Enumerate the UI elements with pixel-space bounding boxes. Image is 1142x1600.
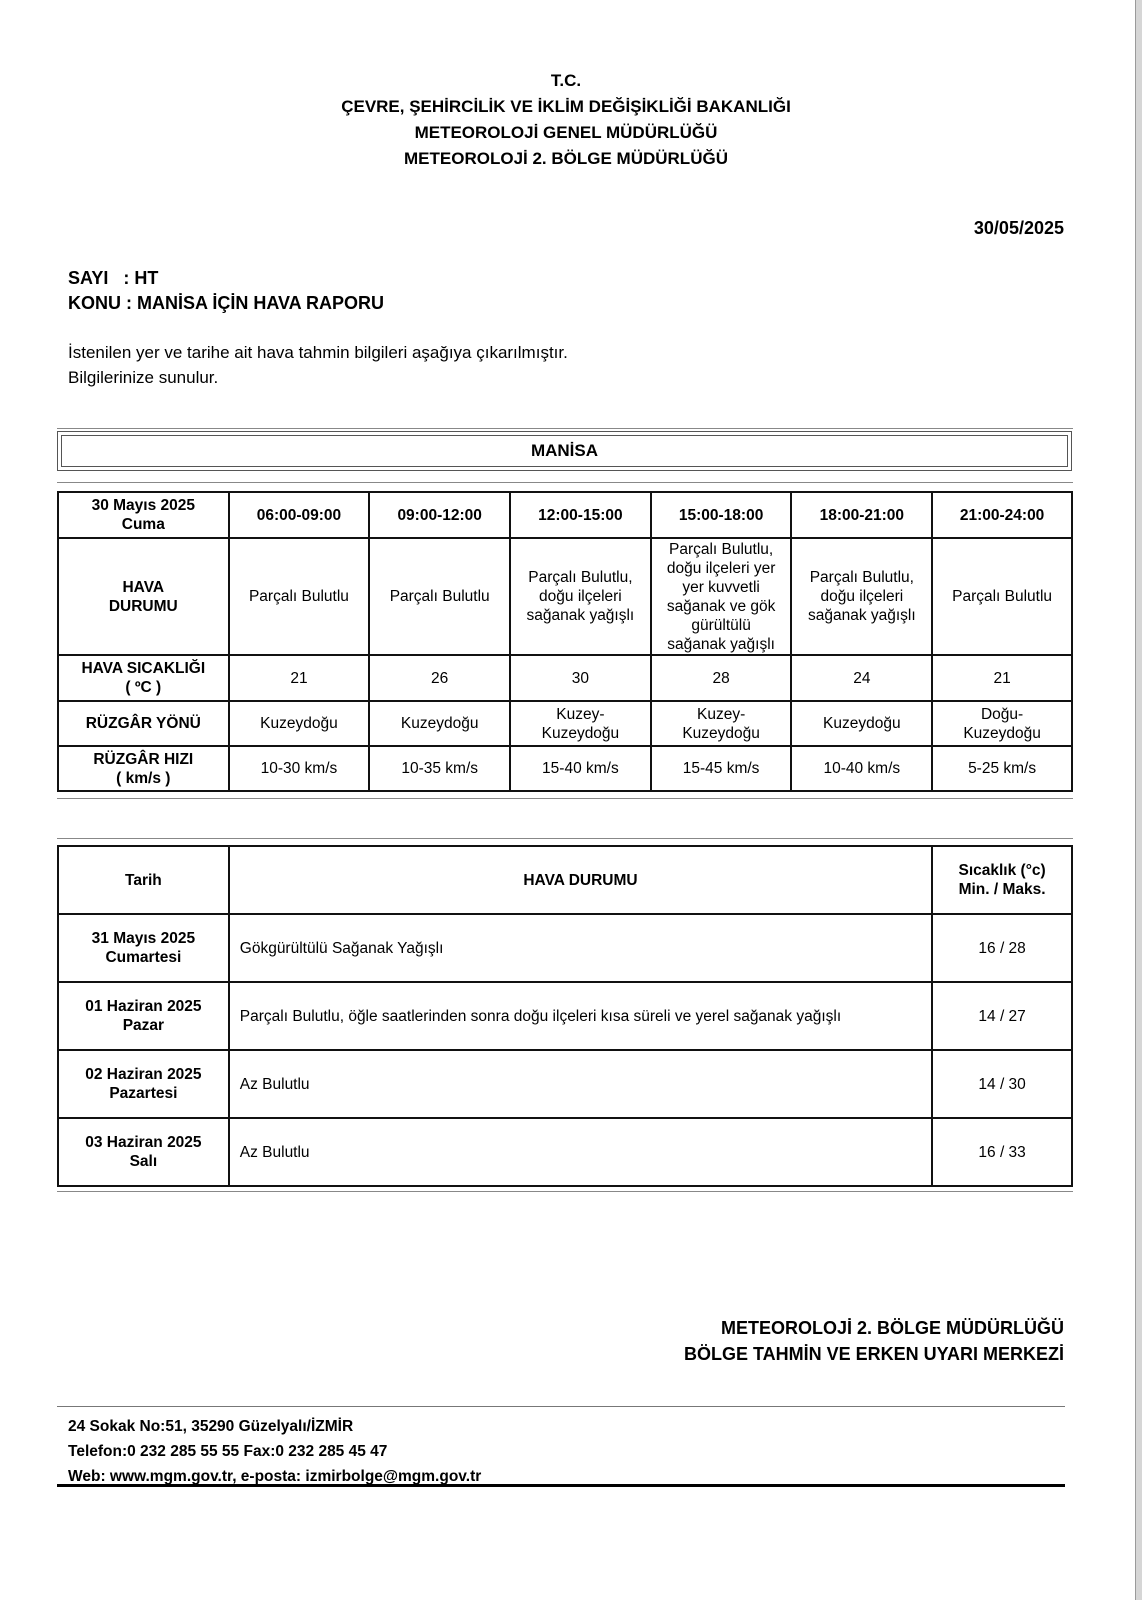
weather-cell: Az Bulutlu [229, 1118, 932, 1186]
temp-cell: 16 / 28 [932, 914, 1072, 982]
date-cell: 03 Haziran 2025 Salı [58, 1118, 229, 1186]
weather-cell: Az Bulutlu [229, 1050, 932, 1118]
col-header-date: Tarih [58, 846, 229, 914]
page-edge [1136, 0, 1142, 1600]
table-row [58, 701, 1072, 746]
table-cell: 28 [651, 655, 792, 701]
weather-cell: Gökgürültülü Sağanak Yağışlı [229, 914, 932, 982]
table-cell: 15-45 km/s [651, 746, 792, 791]
table-cell: 21 [229, 655, 370, 701]
day-name: Cuma [121, 516, 165, 533]
col-header-temp: Sıcaklık (°c) Min. / Maks. [932, 846, 1072, 914]
row-label: HAVA DURUMU [58, 538, 229, 655]
table-cell: 30 [510, 655, 651, 701]
table-cell: Kuzeydoğu [369, 701, 510, 746]
intro-line-1: İstenilen yer ve tarihe ait hava tahmin bilgileri aşağıya çıkarılmıştır. [68, 343, 568, 362]
table-cell: 15-40 km/s [510, 746, 651, 791]
city-title-box [57, 431, 1072, 471]
table-cell: Parçalı Bulutlu, doğu ilçeleri sağanak yağışlı [510, 538, 651, 655]
footer-address: 24 Sokak No:51, 35290 Güzelyalı/İZMİR [68, 1418, 354, 1435]
page-edge-line [1135, 0, 1136, 1600]
table-row [58, 1118, 1072, 1186]
header-line-2: ÇEVRE, ŞEHİRCİLİK VE İKLİM DEĞİŞİKLİĞİ BAKANLIĞI [341, 97, 791, 116]
divider [57, 482, 1073, 483]
signature-block [684, 1315, 1064, 1367]
footer-phone: Telefon:0 232 285 55 55 Fax:0 232 285 45 47 [68, 1443, 388, 1460]
row-label: HAVA SICAKLIĞI ( ºC ) [58, 655, 229, 701]
document-date: 30/05/2025 [973, 218, 1064, 238]
period-header: 21:00-24:00 [932, 492, 1072, 538]
divider [57, 1191, 1073, 1192]
table-row [58, 982, 1072, 1050]
day-date: 30 Mayıs 2025 [91, 497, 195, 514]
period-header: 18:00-21:00 [791, 492, 932, 538]
row-label: RÜZGÂR YÖNÜ [58, 701, 229, 746]
table-cell: Kuzeydoğu [229, 701, 370, 746]
divider [57, 838, 1073, 839]
signature-line-1: METEOROLOJİ 2. BÖLGE MÜDÜRLÜĞÜ [720, 1318, 1064, 1338]
table-row [58, 655, 1072, 701]
weather-cell: Parçalı Bulutlu, öğle saatlerinden sonra doğu ilçeleri kısa süreli ve yerel sağanak yağışlı [229, 982, 932, 1050]
table-row [58, 746, 1072, 791]
footer-web: Web: www.mgm.gov.tr, e-posta: izmirbolge@mgm.gov.tr [68, 1468, 482, 1485]
date-cell: 02 Haziran 2025 Pazartesi [58, 1050, 229, 1118]
table-cell: Parçalı Bulutlu [229, 538, 370, 655]
footer-divider [57, 1406, 1065, 1407]
period-header: 09:00-12:00 [369, 492, 510, 538]
footer-bottom-rule [57, 1484, 1065, 1487]
temp-cell: 14 / 30 [932, 1050, 1072, 1118]
table-cell: Kuzey- Kuzeydoğu [651, 701, 792, 746]
table-cell: Kuzey- Kuzeydoğu [510, 701, 651, 746]
table-cell: 10-40 km/s [791, 746, 932, 791]
temp-cell: 14 / 27 [932, 982, 1072, 1050]
date-cell: 31 Mayıs 2025 Cumartesi [58, 914, 229, 982]
header-line-3: METEOROLOJİ GENEL MÜDÜRLÜĞÜ [414, 123, 718, 142]
intro-line-2: Bilgilerinize sunulur. [68, 368, 219, 387]
date-cell: 01 Haziran 2025 Pazar [58, 982, 229, 1050]
table-cell: Parçalı Bulutlu, doğu ilçeleri sağanak yağışlı [791, 538, 932, 655]
document-header [0, 68, 1132, 172]
table-row [58, 1050, 1072, 1118]
footer [68, 1414, 481, 1489]
table-cell: 24 [791, 655, 932, 701]
col-header-weather: HAVA DURUMU [229, 846, 932, 914]
period-header: 06:00-09:00 [229, 492, 370, 538]
document-meta [68, 266, 384, 316]
table-cell: 26 [369, 655, 510, 701]
table-cell: Parçalı Bulutlu [369, 538, 510, 655]
table-cell: Parçalı Bulutlu [932, 538, 1072, 655]
temp-cell: 16 / 33 [932, 1118, 1072, 1186]
table-row [58, 914, 1072, 982]
divider [57, 798, 1073, 799]
intro-text [68, 340, 568, 390]
table-cell: Doğu- Kuzeydoğu [932, 701, 1072, 746]
day-cell [58, 492, 229, 538]
table-cell: Parçalı Bulutlu, doğu ilçeleri yer yer kuvvetli sağanak ve gök gürültülü sağanak yağışlı [651, 538, 792, 655]
table-header-row [58, 846, 1072, 914]
daily-forecast-table [57, 845, 1073, 1187]
sayi-line: SAYI : HT [68, 268, 159, 288]
table-header-row [58, 492, 1072, 538]
table-cell: 21 [932, 655, 1072, 701]
row-label: RÜZGÂR HIZI ( km/s ) [58, 746, 229, 791]
table-cell: 5-25 km/s [932, 746, 1072, 791]
signature-line-2: BÖLGE TAHMİN VE ERKEN UYARI MERKEZİ [683, 1344, 1064, 1364]
konu-line: KONU : MANİSA İÇİN HAVA RAPORU [68, 293, 384, 313]
city-title: MANİSA [61, 435, 1068, 467]
hourly-forecast-table [57, 491, 1073, 792]
period-header: 12:00-15:00 [510, 492, 651, 538]
table-cell: Kuzeydoğu [791, 701, 932, 746]
table-row [58, 538, 1072, 655]
period-header: 15:00-18:00 [651, 492, 792, 538]
table-cell: 10-35 km/s [369, 746, 510, 791]
header-line-1: T.C. [550, 71, 582, 90]
table-cell: 10-30 km/s [229, 746, 370, 791]
divider [57, 428, 1073, 429]
header-line-4: METEOROLOJİ 2. BÖLGE MÜDÜRLÜĞÜ [404, 149, 728, 168]
